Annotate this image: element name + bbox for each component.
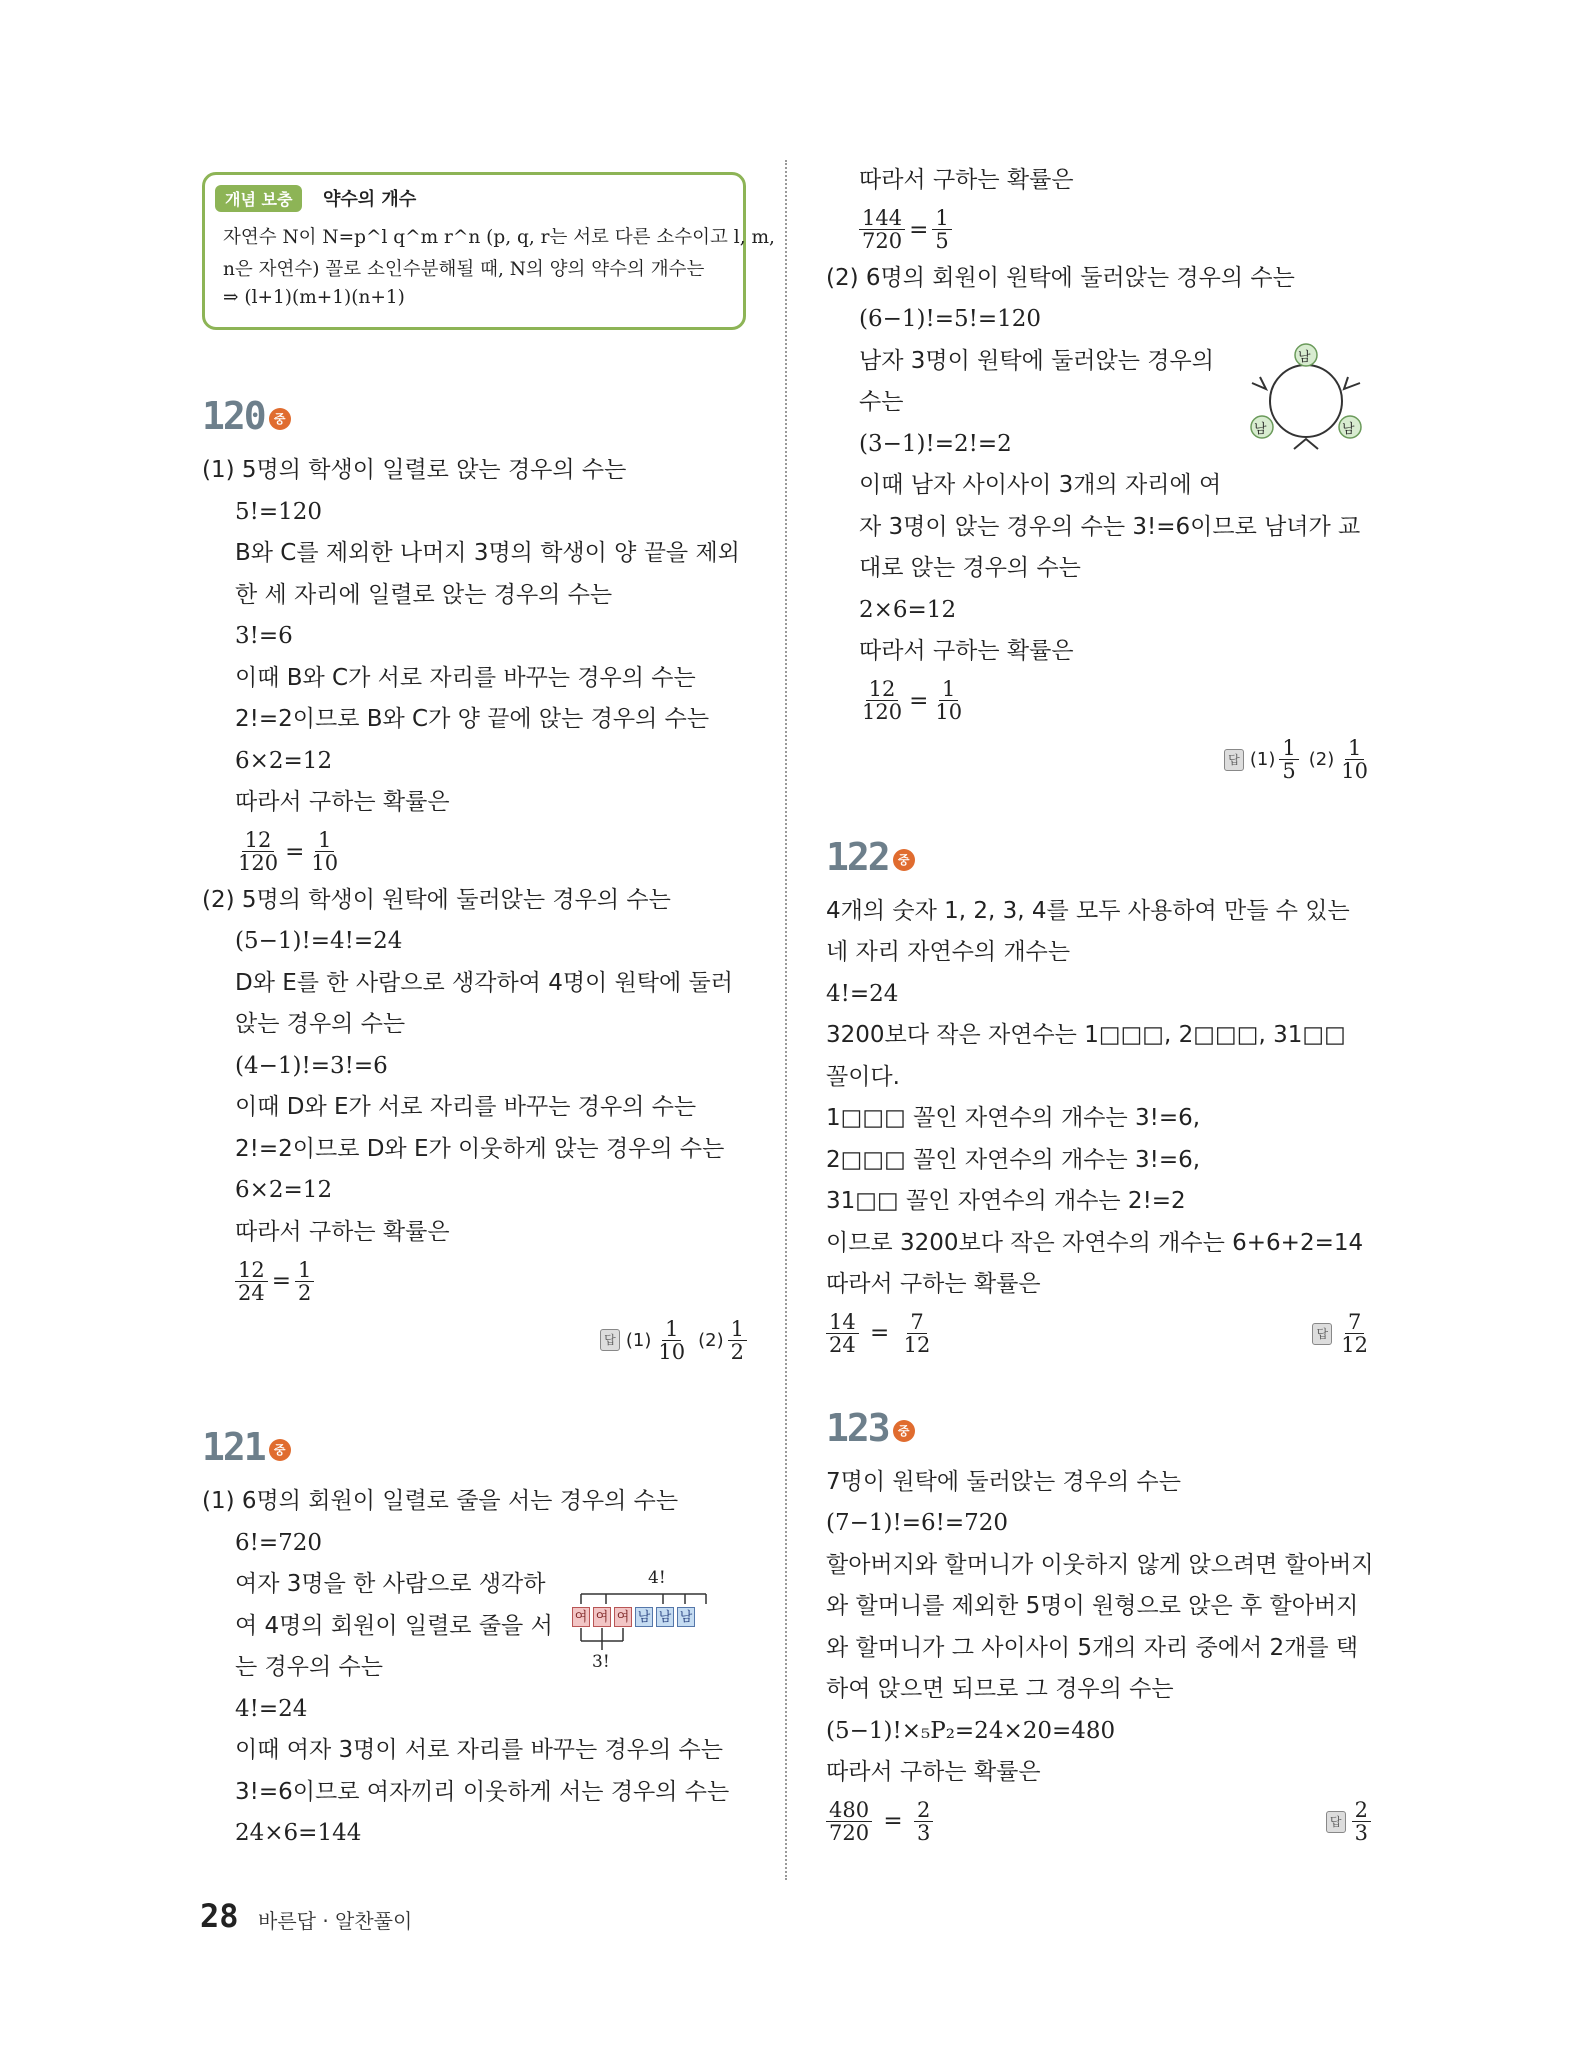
- text-line: 31□□ 꼴인 자연수의 개수는 2!=2: [826, 1188, 1186, 1214]
- text-line: 앉는 경우의 수는: [235, 1011, 406, 1037]
- text-line: (1) 5명의 학생이 일렬로 앉는 경우의 수는: [202, 457, 627, 483]
- fraction-equation: $\frac{14}{24}$ = $\frac{7}{12}$ 답 $\frac{7}{12}$: [826, 1306, 1371, 1362]
- text-line: 24×6=144: [235, 1820, 362, 1846]
- fraction-equation: $\frac{144}{720}$ = $\frac{1}{5}$: [826, 202, 1371, 258]
- p121-circle-block: [826, 341, 1371, 466]
- concept-line-2: n은 자연수) 꼴로 소인수분해될 때, N의 양의 약수의 개수는: [223, 259, 705, 280]
- text-line: 는 경우의 수는: [235, 1654, 383, 1680]
- text-line: 하여 앉으면 되므로 그 경우의 수는: [826, 1676, 1174, 1702]
- text-line: 할아버지와 할머니가 이웃하지 않게 앉으려면 할아버지: [826, 1551, 1374, 1578]
- seat-male: 남: [635, 1607, 653, 1627]
- fraction: $\frac{12}{120}$: [238, 828, 279, 875]
- text-line: 6!=720: [235, 1529, 323, 1556]
- answer-121: 답 (1) $\frac{1}{5}$ (2) $\frac{1}{10}$: [826, 729, 1371, 791]
- seat-male: 남: [1254, 421, 1267, 437]
- text-line: 이므로 3200보다 작은 자연수의 개수는 6+6+2=14: [826, 1229, 1364, 1256]
- concept-line-3: ⇒ (l+1)(m+1)(n+1): [223, 287, 405, 308]
- answer-120: 답 (1) $\frac{1}{10}$ (2) $\frac{1}{2}$: [202, 1309, 747, 1371]
- problem-122-heading: [826, 821, 1371, 891]
- answer-icon: 답: [600, 1329, 620, 1351]
- fraction: $\frac{12}{24}$: [235, 1259, 268, 1304]
- fraction: $\frac{1}{2}$: [295, 1259, 314, 1304]
- fraction-equation: $\frac{480}{720}$ = $\frac{2}{3}$ 답 $\frac{2}{3}$: [826, 1794, 1371, 1850]
- text-line: 4!=24: [826, 980, 899, 1007]
- text-line: 여자 3명을 한 사람으로 생각하: [235, 1571, 546, 1597]
- column-divider: [785, 160, 787, 1880]
- text-line: 자 3명이 앉는 경우의 수는 3!=6이므로 남녀가 교: [859, 513, 1361, 540]
- text-line: 2!=2이므로 D와 E가 이웃하게 앉는 경우의 수는: [235, 1135, 725, 1162]
- text-line: (1) 6명의 회원이 일렬로 줄을 서는 경우의 수는: [202, 1488, 679, 1514]
- seat-female: 여: [614, 1607, 632, 1627]
- text-line: (2) 6명의 회원이 원탁에 둘러앉는 경우의 수는: [826, 264, 1295, 291]
- diagram-top-label: 4!: [648, 1568, 666, 1588]
- concept-box: [202, 172, 775, 330]
- text-line: 여 4명의 회원이 일렬로 줄을 서: [235, 1612, 553, 1639]
- text-line: B와 C를 제외한 나머지 3명의 학생이 양 끝을 제외: [235, 540, 740, 566]
- text-line: 네 자리 자연수의 개수는: [826, 939, 1071, 965]
- problem-number: 120: [202, 394, 265, 438]
- fraction-equation: $\frac{12}{120}$ = $\frac{1}{10}$: [202, 824, 747, 880]
- text-line: 한 세 자리에 일렬로 앉는 경우의 수는: [235, 581, 613, 608]
- text-line: 와 할머니가 그 사이사이 5개의 자리 중에서 2개를 택: [826, 1634, 1359, 1661]
- level-badge: 중: [893, 849, 915, 871]
- level-badge: 중: [269, 1439, 291, 1461]
- problem-number: 123: [826, 1405, 889, 1450]
- seat-row: [572, 1606, 698, 1627]
- text-line: (6−1)!=5!=120: [859, 306, 1042, 332]
- answer-icon: 답: [1312, 1323, 1332, 1345]
- footer-title: 바른답 · 알찬풀이: [258, 1909, 413, 1933]
- text-line: 4!=24: [235, 1695, 308, 1722]
- concept-line-1: 자연수 N이 N=p^l q^m r^n (p, q, r는 서로 다른 소수이고 l, m,: [223, 227, 775, 248]
- text-line: (2) 5명의 학생이 원탁에 둘러앉는 경우의 수는: [202, 886, 671, 913]
- text-line: 3!=6이므로 여자끼리 이웃하게 서는 경우의 수는: [235, 1778, 730, 1805]
- problem-123-heading: [826, 1392, 1371, 1462]
- text-line: D와 E를 한 사람으로 생각하여 4명이 원탁에 둘러: [235, 969, 733, 996]
- p121-diagram-block: [202, 1564, 747, 1689]
- text-line: 따라서 구하는 확률은: [235, 1218, 450, 1245]
- problem-number: 122: [826, 834, 889, 879]
- page-number: 28: [200, 1897, 239, 1935]
- fraction-equation: $\frac{12}{24}$ = $\frac{1}{2}$: [202, 1253, 747, 1309]
- text-line: 이때 D와 E가 서로 자리를 바꾸는 경우의 수는: [235, 1094, 697, 1120]
- level-badge: 중: [269, 408, 291, 430]
- answer-123: 답 $\frac{2}{3}$: [1326, 1799, 1371, 1844]
- round-table-diagram: [1244, 341, 1369, 461]
- text-line: 2!=2이므로 B와 C가 양 끝에 앉는 경우의 수는: [235, 706, 710, 732]
- seat-diagram: [568, 1566, 738, 1676]
- text-line: 따라서 구하는 확률은: [826, 1759, 1041, 1785]
- answer-icon: 답: [1224, 749, 1244, 771]
- text-line: 1□□□ 꼴인 자연수의 개수는 3!=6,: [826, 1105, 1201, 1131]
- text-line: 따라서 구하는 확률은: [859, 167, 1074, 193]
- text-line: (4−1)!=3!=6: [235, 1052, 388, 1079]
- text-line: 2×6=12: [859, 596, 957, 623]
- left-column: [202, 380, 747, 1855]
- text-line: 꼴이다.: [826, 1063, 900, 1090]
- right-column: [826, 160, 1374, 1850]
- text-line: (5−1)!=4!=24: [235, 928, 403, 954]
- fraction: $\frac{1}{10}$: [311, 828, 339, 875]
- text-line: (5−1)!×₅P₂=24×20=480: [826, 1717, 1116, 1744]
- seat-female: 여: [593, 1607, 611, 1627]
- text-line: 이때 여자 3명이 서로 자리를 바꾸는 경우의 수는: [235, 1737, 723, 1763]
- text-line: 2□□□ 꼴인 자연수의 개수는 3!=6,: [826, 1146, 1201, 1173]
- text-line: 대로 앉는 경우의 수는: [859, 555, 1081, 581]
- text-line: 따라서 구하는 확률은: [859, 638, 1074, 664]
- text-line: 3200보다 작은 자연수는 1□□□, 2□□□, 31□□: [826, 1022, 1346, 1048]
- concept-tag: 개념 보충: [215, 185, 302, 212]
- text-line: 4개의 숫자 1, 2, 3, 4를 모두 사용하여 만들 수 있는: [826, 897, 1350, 924]
- seat-male: 남: [1342, 421, 1355, 437]
- text-line: 6×2=12: [235, 747, 333, 774]
- concept-title: 약수의 개수: [323, 189, 417, 210]
- text-line: (7−1)!=6!=720: [826, 1510, 1009, 1536]
- text-line: 따라서 구하는 확률은: [826, 1271, 1041, 1297]
- seat-male: 남: [656, 1607, 674, 1627]
- seat-male: 남: [677, 1607, 695, 1627]
- text-line: 7명이 원탁에 둘러앉는 경우의 수는: [826, 1468, 1181, 1495]
- seat-male: 남: [1298, 349, 1311, 365]
- problem-120-heading: [202, 380, 747, 450]
- problem-number: 121: [202, 1425, 265, 1469]
- text-line: 6×2=12: [235, 1177, 333, 1203]
- text-line: 이때 남자 사이사이 3개의 자리에 여: [859, 472, 1222, 498]
- text-line: 수는: [859, 389, 904, 415]
- answer-122: 답 $\frac{7}{12}$: [1312, 1311, 1371, 1356]
- text-line: 따라서 구하는 확률은: [235, 789, 450, 815]
- text-line: 3!=6: [235, 623, 293, 649]
- text-line: (3−1)!=2!=2: [859, 430, 1012, 457]
- text-line: 와 할머니를 제외한 5명이 원형으로 앉은 후 할아버지: [826, 1593, 1359, 1619]
- seat-female: 여: [572, 1607, 590, 1627]
- text-line: 남자 3명이 원탁에 둘러앉는 경우의: [859, 347, 1214, 374]
- text-line: 이때 B와 C가 서로 자리를 바꾸는 경우의 수는: [235, 664, 696, 691]
- problem-121-heading: [202, 1411, 747, 1481]
- diagram-bottom-label: 3!: [592, 1652, 610, 1672]
- answer-icon: 답: [1326, 1811, 1346, 1833]
- fraction-equation: $\frac{12}{120}$ = $\frac{1}{10}$: [862, 677, 963, 724]
- level-badge: 중: [893, 1420, 915, 1442]
- text-line: 5!=120: [235, 498, 323, 525]
